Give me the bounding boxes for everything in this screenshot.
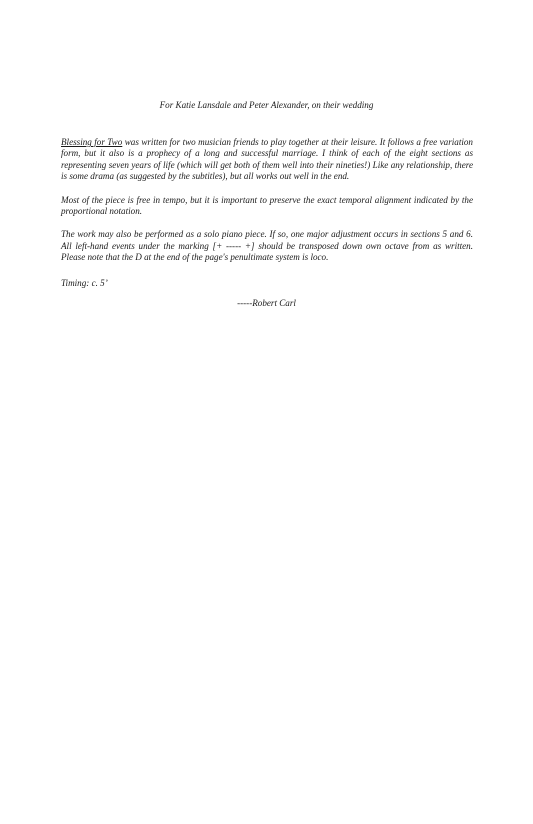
dedication-line: For Katie Lansdale and Peter Alexander, on their wedding <box>159 100 374 110</box>
paragraph-intro <box>61 137 473 183</box>
author-signature: -----Robert Carl <box>237 298 296 308</box>
work-title: Blessing for Two <box>61 137 123 147</box>
paragraph-intro-text: was written for two musician friends to play together at their leisure. It follows a free variation form, but it also is a prophecy of a long and successful marriage. I think of each of the eight sections as representing seven years of life (which will get both of them well into their nineties!) Like any relationship, there is some drama (as suggested by the subtitles), but all works out well in the end. <box>61 137 473 182</box>
program-note-body <box>61 137 473 276</box>
paragraph-solo-piano: The work may also be performed as a solo piano piece. If so, one major adjustment occurs in sections 5 and 6. All left-hand events under the marking [+ ----- +] should be transposed down own octave from as written. Please note that the D at the end of the page's penultimate system is loco. <box>61 229 473 263</box>
timing-note: Timing: c. 5’ <box>61 278 108 288</box>
paragraph-tempo: Most of the piece is free in tempo, but it is important to preserve the exact temporal alignment indicated by the proportional notation. <box>61 194 473 217</box>
